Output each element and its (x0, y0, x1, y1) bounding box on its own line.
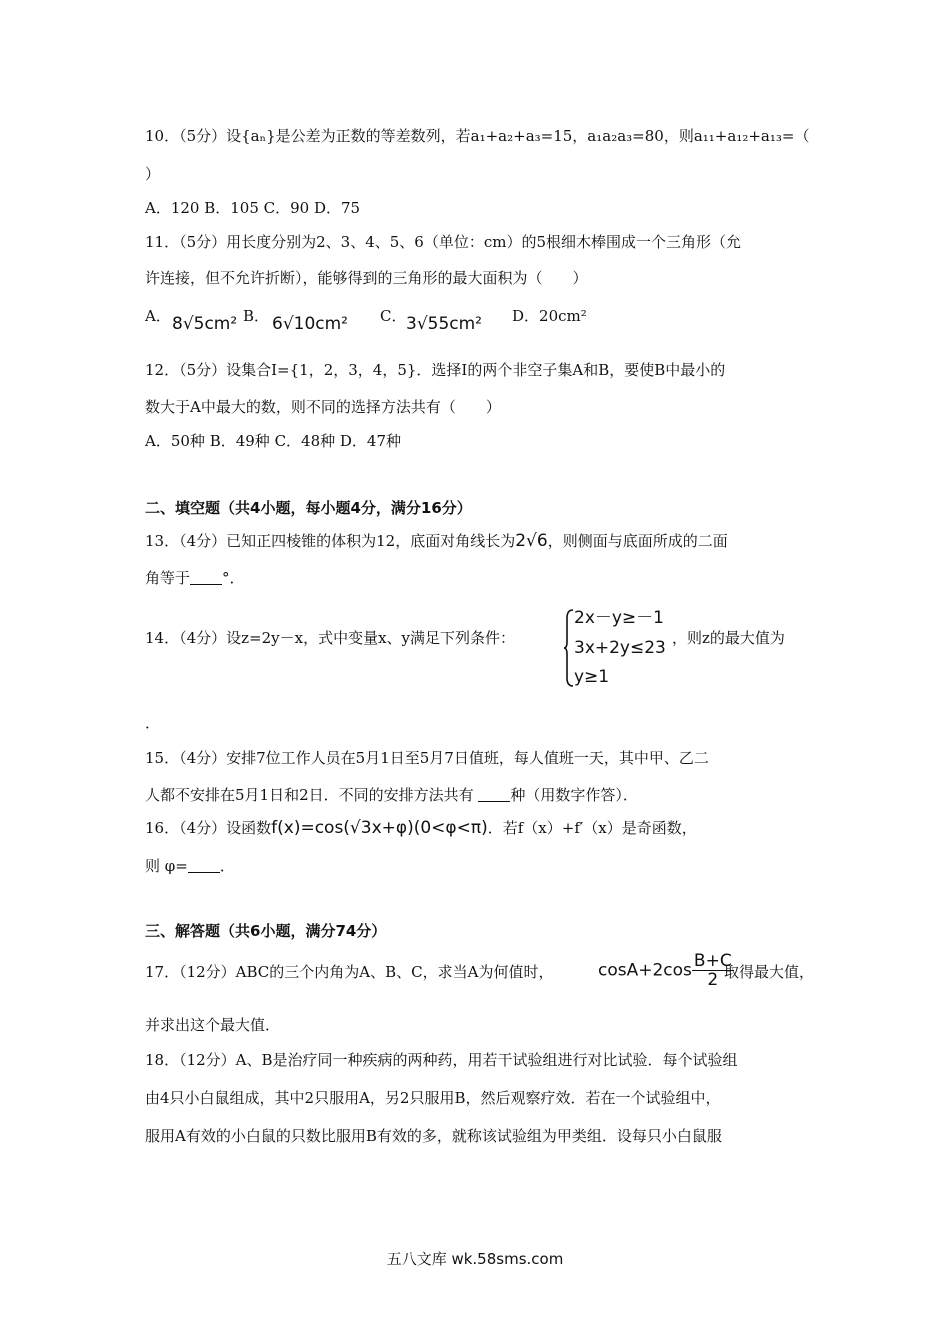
q12-options: A．50种 B．49种 C．48种 D．47种 (145, 432, 402, 450)
q16-line2-post: ． (219, 857, 235, 875)
q18-line3: 服用A有效的小白鼠的只数比服用B有效的多，就称该试验组为甲类组．设每只小白鼠服 (145, 1127, 722, 1145)
q11-opt-c-label: C． (380, 307, 407, 325)
q14-pre: 14．（4分）设z=2y－x，式中变量x、y满足下列条件： (145, 629, 516, 647)
q13-line1-post: ，则侧面与底面所成的二面 (547, 532, 728, 550)
q13-line1-pre: 13．（4分）已知正四棱锥的体积为12，底面对角线长为 (145, 532, 516, 550)
q11-line1: 11．（5分）用长度分别为2、3、4、5、6（单位：cm）的5根细木棒围成一个三角形（允 (145, 233, 742, 251)
q16-line2-pre: 则 φ= (145, 857, 188, 875)
q16-answer-blank (188, 858, 220, 873)
q14-end: ． (145, 714, 161, 732)
page-footer-watermark: 五八文库 wk.58sms.com (386, 1250, 564, 1268)
q17-post: 取得最大值， (724, 963, 815, 981)
q13-line2 (145, 568, 245, 588)
section3-title: 三、解答题（共6小题，满分74分） (145, 922, 387, 940)
q16-pre: 16．（4分）设函数 (145, 819, 272, 837)
q11-line2: 许连接，但不允许折断），能够得到的三角形的最大面积为（ ） (145, 269, 588, 287)
q14-cond1: 2x－y≥－1 (574, 608, 664, 628)
q13-answer-blank (190, 570, 222, 585)
q18-line1: 18．（12分）A、B是治疗同一种疾病的两种药，用若干试验组进行对比试验．每个试验组 (145, 1051, 738, 1069)
q12-line2: 数大于A中最大的数，则不同的选择方法共有（ ） (145, 398, 501, 416)
q16-line1 (145, 818, 697, 838)
q10-line1: 10．（5分）设{aₙ}是公差为正数的等差数列，若a₁+a₂+a₃=15，a₁a₂a₃=80，则a₁₁+a₁₂+a₁₃=（ (145, 127, 810, 145)
q11-opt-a-math: 8√5cm² (172, 314, 238, 334)
q12-line1: 12．（5分）设集合I={1，2，3，4，5}．选择I的两个非空子集A和B，要使B中最小的 (145, 361, 726, 379)
q11-opt-d: D．20cm² (512, 307, 587, 325)
section2-title: 二、填空题（共4小题，每小题4分，满分16分） (145, 499, 472, 517)
q10-line2: ） (145, 165, 161, 183)
q17-frac-num: B+C (693, 951, 732, 971)
q13-line1 (145, 531, 728, 551)
q17-math (598, 952, 734, 989)
q17-math-lead: cosA+2cos (598, 960, 692, 981)
q17-line2: 并求出这个最大值． (145, 1016, 281, 1034)
q15-line1: 15．（4分）安排7位工作人员在5月1日至5月7日值班，每人值班一天，其中甲、乙二 (145, 749, 709, 767)
q17-frac-den: 2 (707, 970, 719, 990)
q14-cond2: 3x+2y≤23 (574, 638, 666, 658)
q11-options (145, 306, 171, 326)
q11-opt-c-math: 3√55cm² (406, 314, 483, 334)
q16-math: f(x)=cos(√3x+φ)(0<φ<π) (271, 818, 488, 838)
q11-opt-b-label: B． (243, 307, 270, 325)
q15-line2 (145, 785, 638, 805)
q14-cond3: y≥1 (574, 667, 610, 687)
q17-pre: 17．（12分）ABC的三个内角为A、B、C，求当A为何值时， (145, 963, 554, 981)
q16-line2 (145, 856, 235, 876)
q14-post: ，则z的最大值为 (672, 629, 785, 647)
q13-line2-post: °． (222, 569, 245, 587)
q13-line1-math: 2√6 (515, 531, 548, 551)
q15-answer-blank (478, 787, 510, 802)
q16-post: ．若f（x）+f′（x）是奇函数， (487, 819, 697, 837)
q15-line2-post: 种（用数字作答）． (510, 786, 638, 804)
q13-line2-pre: 角等于 (145, 569, 191, 587)
q18-line2: 由4只小白鼠组成，其中2只服用A，另2只服用B，然后观察疗效．若在一个试验组中， (145, 1089, 721, 1107)
q10-options: A．120 B．105 C．90 D．75 (145, 199, 361, 217)
q11-opt-a-label: A． (145, 307, 171, 325)
q11-opt-b-math: 6√10cm² (272, 314, 349, 334)
q15-line2-pre: 人都不安排在5月1日和2日．不同的安排方法共有 (145, 786, 479, 804)
